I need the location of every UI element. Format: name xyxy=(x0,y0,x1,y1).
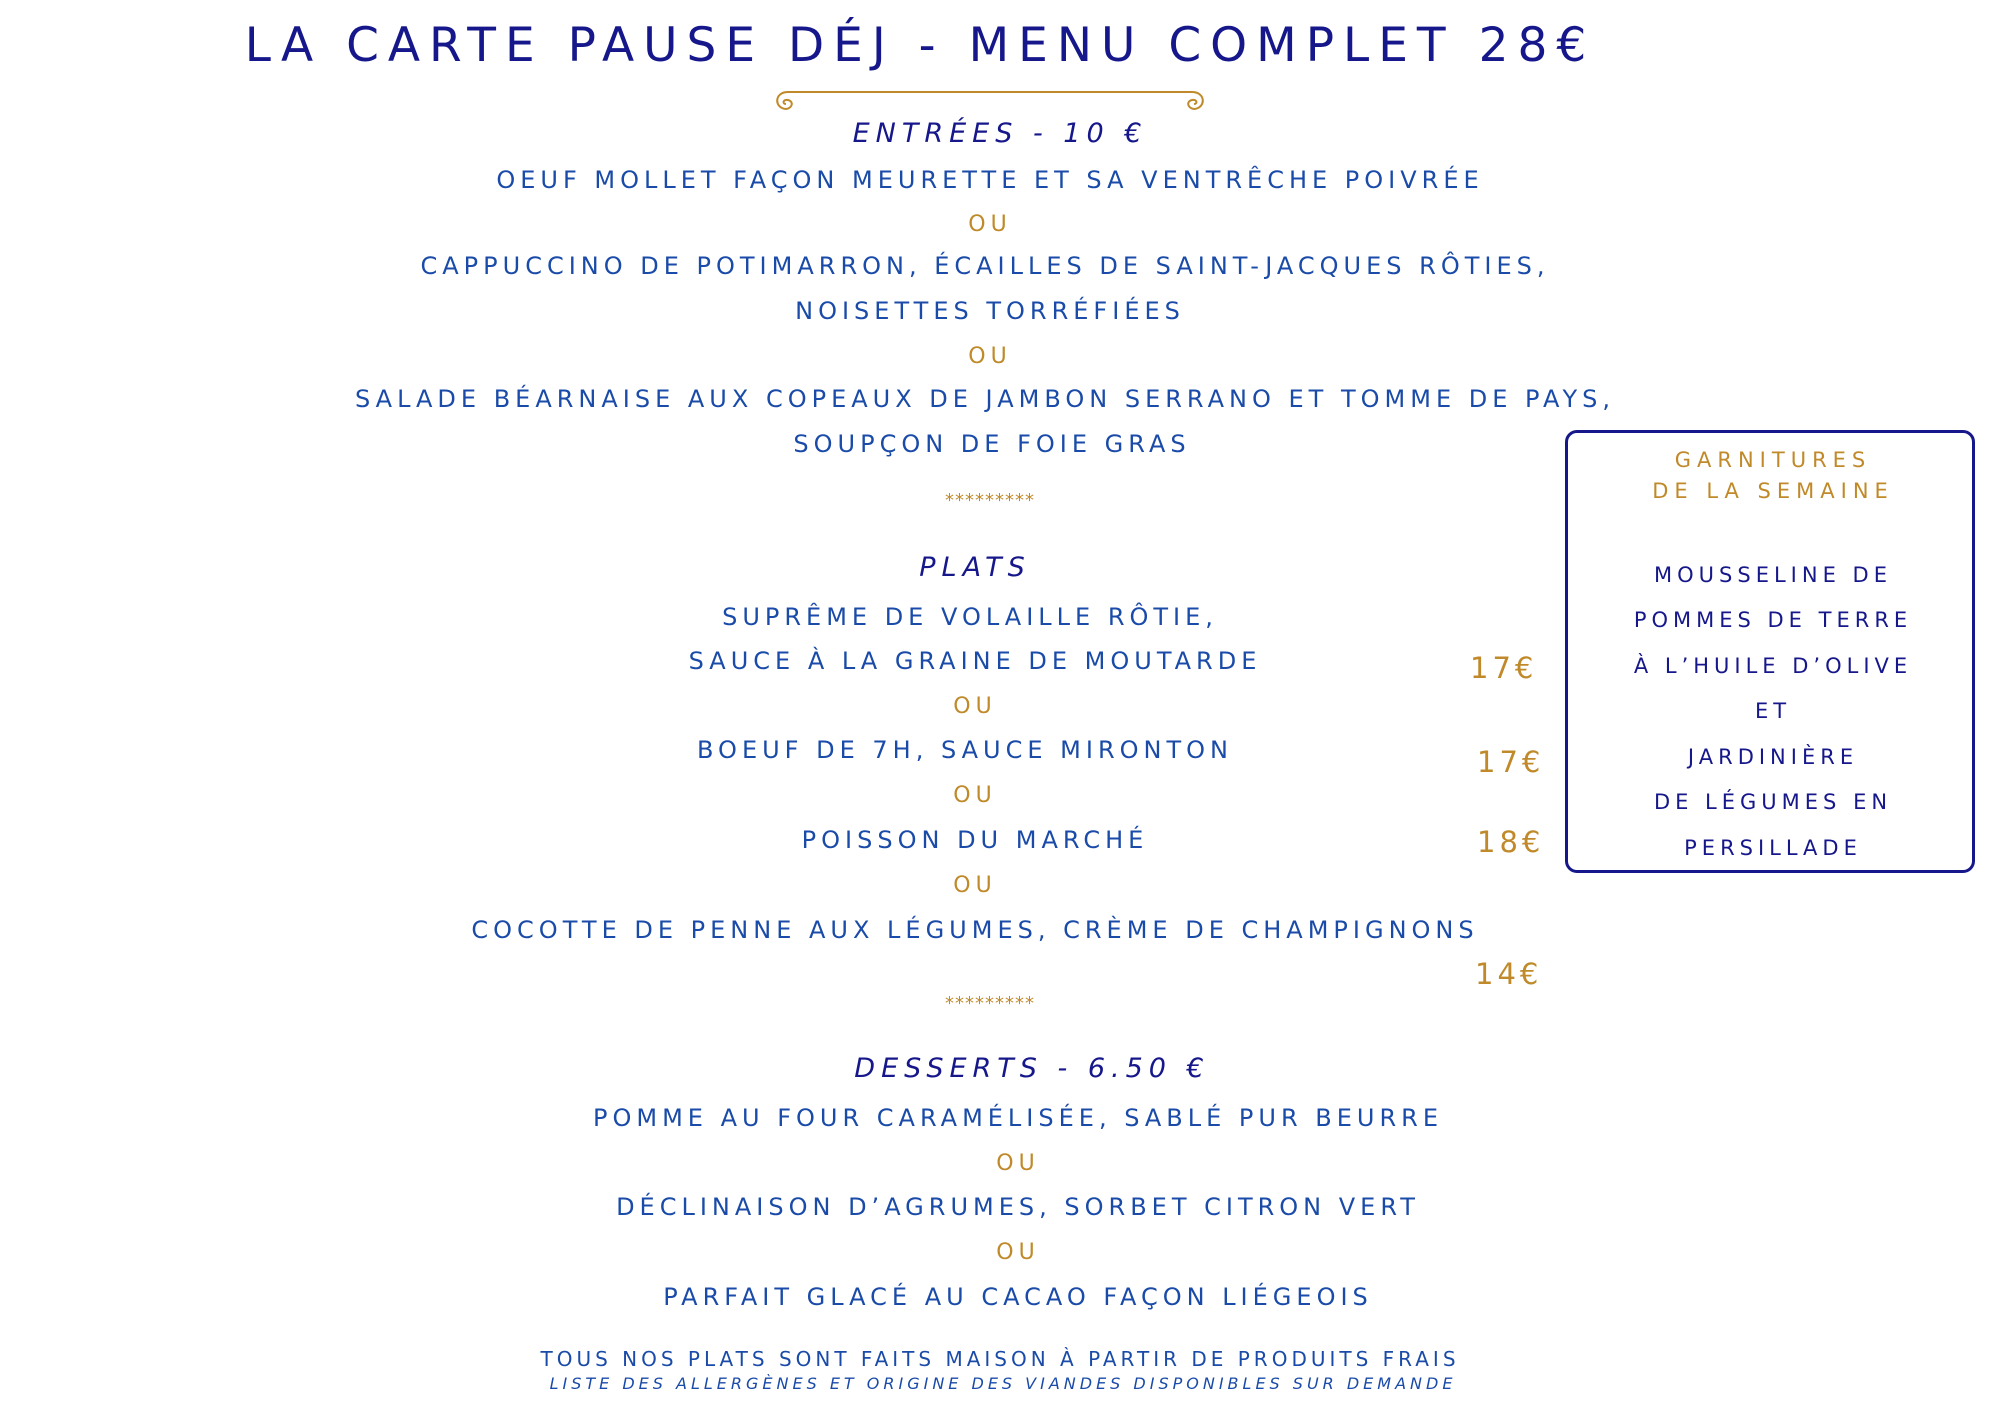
scroll-right-icon xyxy=(1188,92,1203,109)
footer-allergens: LISTE DES ALLERGÈNES ET ORIGINE DES VIANDES DISPONIBLES SUR DEMANDE xyxy=(549,1374,1457,1393)
garniture-line: À L’HUILE D’OLIVE xyxy=(1633,654,1913,678)
garnitures-heading-line2: DE LA SEMAINE xyxy=(1652,479,1894,503)
garniture-line: JARDINIÈRE xyxy=(1687,745,1859,769)
garniture-line: DE LÉGUMES EN xyxy=(1653,790,1893,814)
entrees-heading: ENTRÉES - 10 € xyxy=(852,118,1148,149)
entree-dish-3-line2: SOUPÇON DE FOIE GRAS xyxy=(793,430,1191,458)
plat-price-4: 14€ xyxy=(1475,957,1543,991)
plat-dish-2: BOEUF DE 7H, SAUCE MIRONTON xyxy=(697,736,1233,764)
plats-heading: PLATS xyxy=(919,552,1031,583)
or-separator: OU xyxy=(968,212,1012,237)
plat-dish-1-line1: SUPRÊME DE VOLAILLE RÔTIE, xyxy=(722,603,1218,631)
plat-dish-1-line2: SAUCE À LA GRAINE DE MOUTARDE xyxy=(688,647,1262,675)
scroll-left-icon xyxy=(777,92,792,109)
dessert-dish-3: PARFAIT GLACÉ AU CACAO FAÇON LIÉGEOIS xyxy=(663,1283,1373,1311)
entree-dish-2-line2: NOISETTES TORRÉFIÉES xyxy=(795,297,1185,325)
section-separator: ********* xyxy=(945,993,1035,1014)
footer-note: TOUS NOS PLATS SONT FAITS MAISON À PARTIR DE PRODUITS FRAIS xyxy=(540,1347,1460,1371)
plat-price-2: 17€ xyxy=(1477,745,1545,779)
garniture-line: PERSILLADE xyxy=(1684,836,1862,860)
or-separator: OU xyxy=(996,1151,1040,1176)
or-separator: OU xyxy=(953,873,997,898)
entree-dish-3-line1: SALADE BÉARNAISE AUX COPEAUX DE JAMBON SERRANO ET TOMME DE PAYS, xyxy=(354,385,1616,413)
plat-dish-4: COCOTTE DE PENNE AUX LÉGUMES, CRÈME DE CHAMPIGNONS xyxy=(471,916,1479,944)
plat-price-1: 17€ xyxy=(1470,651,1538,685)
entree-dish-2-line1: CAPPUCCINO DE POTIMARRON, ÉCAILLES DE SAINT-JACQUES RÔTIES, xyxy=(420,252,1550,280)
desserts-heading: DESSERTS - 6.50 € xyxy=(854,1053,1210,1084)
plat-price-3: 18€ xyxy=(1477,825,1545,859)
ornament-divider xyxy=(770,86,1210,118)
dessert-dish-2: DÉCLINAISON D’AGRUMES, SORBET CITRON VERT xyxy=(616,1193,1420,1221)
plat-dish-3: POISSON DU MARCHÉ xyxy=(801,826,1149,854)
garnitures-box xyxy=(1565,430,1975,873)
garniture-line: ET xyxy=(1754,699,1792,723)
or-separator: OU xyxy=(968,344,1012,369)
entree-dish-1: OEUF MOLLET FAÇON MEURETTE ET SA VENTRÊCHE POIVRÉE xyxy=(496,166,1484,194)
menu-title: LA CARTE PAUSE DÉJ - MENU COMPLET 28€ xyxy=(244,18,1596,73)
garniture-line: POMMES DE TERRE xyxy=(1633,608,1913,632)
dessert-dish-1: POMME AU FOUR CARAMÉLISÉE, SABLÉ PUR BEURRE xyxy=(593,1104,1443,1132)
or-separator: OU xyxy=(953,783,997,808)
section-separator: ********* xyxy=(945,490,1035,511)
garnitures-heading-line1: GARNITURES xyxy=(1674,448,1872,472)
or-separator: OU xyxy=(953,694,997,719)
garniture-line: MOUSSELINE DE xyxy=(1654,563,1892,587)
or-separator: OU xyxy=(996,1240,1040,1265)
